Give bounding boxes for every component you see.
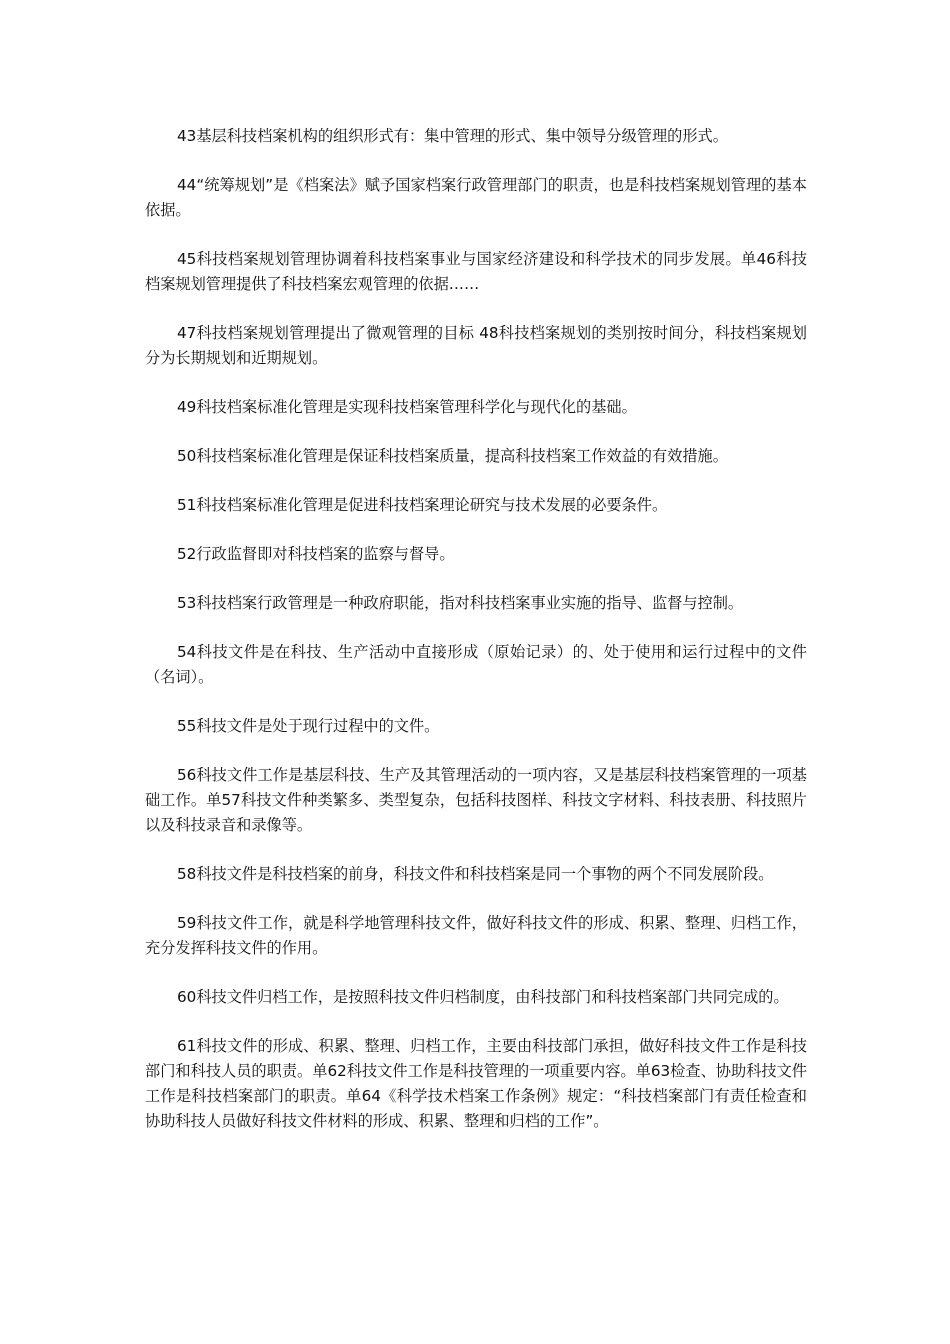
paragraph-49: 49科技档案标准化管理是实现科技档案管理科学化与现代化的基础。 (177, 398, 637, 416)
paragraph-47-48: 47科技档案规划管理提出了微观管理的目标 48科技档案规划的类别按时间分，科技档案规划分为长期规划和近期规划。 (145, 324, 807, 367)
paragraph-58: 58科技文件是科技档案的前身，科技文件和科技档案是同一个事物的两个不同发展阶段。 (177, 865, 774, 883)
paragraph-43: 43基层科技档案机构的组织形式有：集中管理的形式、集中领导分级管理的形式。 (177, 127, 728, 145)
paragraph-51: 51科技档案标准化管理是促进科技档案理论研究与技术发展的必要条件。 (177, 496, 668, 514)
paragraph-61-64: 61科技文件的形成、积累、整理、归档工作，主要由科技部门承担，做好科技文件工作是科技部门和科技人员的职责。单62科技文件工作是科技管理的一项重要内容。单63检查、协助科技文件工作是科技档案部门的职责。单64《科学技术档案工作条例》规定：“科技档案部门有责任检查和协助科技人员做好科技文件材料的形成、积累、整理和归档的工作”。 (145, 1037, 807, 1130)
paragraph-59: 59科技文件工作，就是科学地管理科技文件，做好科技文件的形成、积累、整理、归档工作，充分发挥科技文件的作用。 (145, 914, 807, 957)
paragraph-53: 53科技档案行政管理是一种政府职能，指对科技档案事业实施的指导、监督与控制。 (177, 594, 744, 612)
paragraph-45-46: 45科技档案规划管理协调着科技档案事业与国家经济建设和科学技术的同步发展。单46科技档案规划管理提供了科技档案宏观管理的依据…… (145, 250, 807, 293)
paragraph-60: 60科技文件归档工作，是按照科技文件归档制度，由科技部门和科技档案部门共同完成的。 (177, 988, 789, 1006)
paragraph-44: 44“统筹规划”是《档案法》赋予国家档案行政管理部门的职责，也是科技档案规划管理的基本依据。 (145, 176, 807, 219)
paragraph-56-57: 56科技文件工作是基层科技、生产及其管理活动的一项内容，又是基层科技档案管理的一项基础工作。单57科技文件种类繁多、类型复杂，包括科技图样、科技文字材料、科技表册、科技照片以及科技录音和录像等。 (145, 766, 807, 834)
paragraph-52: 52行政监督即对科技档案的监察与督导。 (177, 545, 455, 563)
paragraph-54: 54科技文件是在科技、生产活动中直接形成（原始记录）的、处于使用和运行过程中的文件（名词）。 (145, 643, 807, 686)
paragraph-50: 50科技档案标准化管理是保证科技档案质量，提高科技档案工作效益的有效措施。 (177, 447, 728, 465)
paragraph-55: 55科技文件是处于现行过程中的文件。 (177, 717, 440, 735)
document-body (145, 124, 807, 1158)
